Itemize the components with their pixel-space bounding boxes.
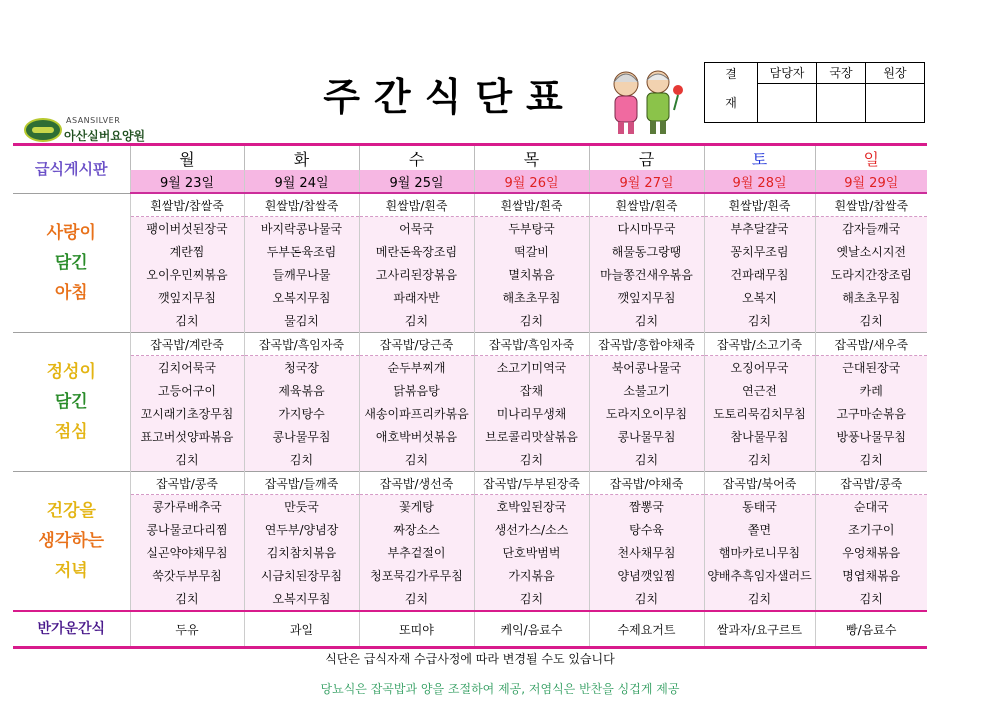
approval-sign-staff[interactable] [758,83,817,122]
dinner-item-thu: 생선가스/소스 [474,518,589,541]
day-name-mon: 월 [130,145,244,171]
snack-label: 반가운간식 [13,611,130,648]
dinner-label-line: 생각하는 [38,531,105,551]
dinner-item-tue: 연두부/양념장 [244,518,359,541]
breakfast-item-sat: 흰쌀밥/흰죽 [704,193,815,217]
approval-label-top: 결 [705,63,758,84]
breakfast-item-sun: 해초초무침 [815,286,927,309]
day-name-fri: 금 [589,145,704,171]
breakfast-item-mon: 계란찜 [130,240,244,263]
dinner-item-thu: 김치 [474,587,589,611]
lunch-item-fri: 콩나물무침 [589,425,704,448]
breakfast-item-fri: 다시마무국 [589,217,704,241]
snack-row [13,611,927,648]
breakfast-item-fri: 깻잎지무침 [589,286,704,309]
dinner-item-sun: 명엽채볶음 [815,564,927,587]
dinner-item-wed: 청포묵김가루무침 [359,564,474,587]
breakfast-label-line: 아침 [54,282,88,303]
dinner-item-wed: 짜장소스 [359,518,474,541]
breakfast-item-sat: 김치 [704,309,815,333]
approval-table [704,62,925,123]
dinner-item-mon: 콩가루배추국 [130,495,244,519]
breakfast-item-thu: 해초초무침 [474,286,589,309]
snack-item-sat: 쌀과자/요구르트 [704,611,815,648]
date-mon: 9월 23일 [130,170,244,193]
lunch-item-sat: 잡곡밥/소고기죽 [704,333,815,356]
dinner-item-mon: 잡곡밥/콩죽 [130,472,244,495]
lunch-item-wed: 순두부찌개 [359,356,474,380]
dinner-label-line: 저녁 [54,561,88,581]
breakfast-item-sun: 도라지간장조림 [815,263,927,286]
breakfast-row [13,286,927,309]
lunch-label [13,333,130,472]
lunch-item-tue: 청국장 [244,356,359,380]
breakfast-item-wed: 흰쌀밥/흰죽 [359,193,474,217]
lunch-item-sat: 참나물무침 [704,425,815,448]
breakfast-item-sun: 흰쌀밥/찹쌀죽 [815,193,927,217]
breakfast-item-thu: 두부탕국 [474,217,589,241]
approval-role-director: 국장 [817,63,866,84]
note-change-notice: 식단은 급식자재 수급사정에 따라 변경될 수도 있습니다 [325,652,615,666]
lunch-item-thu: 소고기미역국 [474,356,589,380]
dinner-item-sat: 햄마카로니무침 [704,541,815,564]
breakfast-item-mon: 깻잎지무침 [130,286,244,309]
lunch-item-thu: 김치 [474,448,589,472]
lunch-row [13,402,927,425]
lunch-item-thu: 미나리무생채 [474,402,589,425]
approval-label-bottom: 재 [705,83,758,122]
approval-sign-head[interactable] [866,83,925,122]
dinner-item-mon: 콩나물코다리찜 [130,518,244,541]
lunch-item-tue: 김치 [244,448,359,472]
date-row [13,170,927,193]
day-name-tue: 화 [244,145,359,171]
lunch-item-sat: 김치 [704,448,815,472]
breakfast-item-sun: 옛날소시지전 [815,240,927,263]
lunch-item-thu: 브로콜리맛살볶음 [474,425,589,448]
dinner-item-sat: 동태국 [704,495,815,519]
dinner-item-mon: 김치 [130,587,244,611]
dinner-item-sun: 우엉채볶음 [815,541,927,564]
breakfast-item-mon: 김치 [130,309,244,333]
breakfast-item-tue: 두부돈육조림 [244,240,359,263]
day-name-wed: 수 [359,145,474,171]
approval-role-staff: 담당자 [758,63,817,84]
lunch-row [13,356,927,380]
dinner-item-thu: 단호박범벅 [474,541,589,564]
lunch-row [13,379,927,402]
dinner-item-tue: 시금치된장무침 [244,564,359,587]
breakfast-row [13,263,927,286]
dinner-row [13,587,927,611]
breakfast-item-thu: 멸치볶음 [474,263,589,286]
breakfast-label-line: 사랑이 [46,222,96,243]
dinner-item-fri: 김치 [589,587,704,611]
lunch-item-sat: 오징어무국 [704,356,815,380]
snack-item-tue: 과일 [244,611,359,648]
breakfast-row [13,240,927,263]
weekly-menu-table [13,143,927,649]
lunch-label-line: 점심 [54,422,88,442]
dinner-item-fri: 천사채무침 [589,541,704,564]
breakfast-item-thu: 흰쌀밥/흰죽 [474,193,589,217]
lunch-item-fri: 소불고기 [589,379,704,402]
breakfast-label [13,193,130,333]
dinner-row [13,518,927,541]
breakfast-item-mon: 팽이버섯된장국 [130,217,244,241]
dinner-item-sun: 순대국 [815,495,927,519]
snack-item-sun: 빵/음료수 [815,611,927,648]
lunch-item-fri: 잡곡밥/흥합야채죽 [589,333,704,356]
page-title: 주간식단표 [323,75,577,119]
breakfast-item-sat: 건파래무침 [704,263,815,286]
lunch-item-tue: 잡곡밥/흑임자죽 [244,333,359,356]
lunch-row [13,333,927,356]
breakfast-row [13,309,927,333]
dinner-item-sat: 김치 [704,587,815,611]
lunch-item-wed: 닭볶음탕 [359,379,474,402]
note-diet-notice: 당뇨식은 잡곡밥과 양을 조절하여 제공, 저염식은 반찬을 싱겁게 제공 [320,682,680,696]
dinner-row [13,472,927,495]
breakfast-item-sat: 꽁치무조림 [704,240,815,263]
breakfast-item-wed: 어묵국 [359,217,474,241]
lunch-item-sat: 도토리묵김치무침 [704,402,815,425]
breakfast-item-fri: 김치 [589,309,704,333]
breakfast-item-wed: 파래자반 [359,286,474,309]
breakfast-item-tue: 바지락콩나물국 [244,217,359,241]
dinner-label-line: 건강을 [46,501,96,521]
dinner-item-wed: 부추겉절이 [359,541,474,564]
dinner-item-fri: 잡곡밥/야채죽 [589,472,704,495]
dinner-row [13,564,927,587]
lunch-item-mon: 표고버섯양파볶음 [130,425,244,448]
snack-item-wed: 또띠야 [359,611,474,648]
lunch-label-line: 정성이 [46,362,96,382]
dinner-item-sat: 쫄면 [704,518,815,541]
breakfast-item-mon: 오이우민찌볶음 [130,263,244,286]
breakfast-item-tue: 물김치 [244,309,359,333]
day-name-thu: 목 [474,145,589,171]
breakfast-item-sat: 부추달걀국 [704,217,815,241]
lunch-item-wed: 잡곡밥/당근죽 [359,333,474,356]
lunch-label-line: 담긴 [54,392,88,412]
lunch-row [13,425,927,448]
lunch-item-thu: 잡곡밥/흑임자죽 [474,333,589,356]
day-name-sat: 토 [704,145,815,171]
lunch-item-tue: 콩나물무침 [244,425,359,448]
logo-korean-text: 아산실버요양원 [64,129,146,143]
date-sun: 9월 29일 [815,170,927,193]
lunch-item-mon: 김치 [130,448,244,472]
snack-item-thu: 케익/음료수 [474,611,589,648]
snack-item-fri: 수제요거트 [589,611,704,648]
dinner-row [13,495,927,519]
dinner-row [13,541,927,564]
dinner-item-tue: 김치참치볶음 [244,541,359,564]
breakfast-item-sat: 오복지 [704,286,815,309]
dinner-item-fri: 양념깻잎찜 [589,564,704,587]
date-thu: 9월 26일 [474,170,589,193]
date-tue: 9월 24일 [244,170,359,193]
date-sat: 9월 28일 [704,170,815,193]
dinner-item-sun: 잡곡밥/콩죽 [815,472,927,495]
dinner-item-tue: 오복지무침 [244,587,359,611]
dinner-item-sun: 김치 [815,587,927,611]
dinner-item-wed: 꽃게탕 [359,495,474,519]
dinner-item-thu: 호박잎된장국 [474,495,589,519]
breakfast-item-fri: 흰쌀밥/흰죽 [589,193,704,217]
breakfast-item-fri: 해물동그랑땡 [589,240,704,263]
breakfast-row [13,193,927,217]
breakfast-item-tue: 흰쌀밥/찹쌀죽 [244,193,359,217]
day-name-sun: 일 [815,145,927,171]
lunch-item-mon: 고등어구이 [130,379,244,402]
breakfast-item-wed: 고사리된장볶음 [359,263,474,286]
lunch-item-mon: 김치어묵국 [130,356,244,380]
breakfast-item-wed: 김치 [359,309,474,333]
approval-sign-director[interactable] [817,83,866,122]
logo-english-text: ASANSILVER [66,116,121,125]
dinner-item-sun: 조기구이 [815,518,927,541]
lunch-item-sun: 근대된장국 [815,356,927,380]
breakfast-row [13,217,927,241]
lunch-item-sun: 카레 [815,379,927,402]
board-label: 급식게시판 [13,145,130,194]
lunch-item-fri: 도라지오이무침 [589,402,704,425]
lunch-item-sun: 고구마순볶음 [815,402,927,425]
breakfast-label-line: 담긴 [54,252,88,273]
lunch-item-thu: 잡채 [474,379,589,402]
breakfast-item-thu: 김치 [474,309,589,333]
lunch-item-sun: 방풍나물무침 [815,425,927,448]
dinner-item-sat: 잡곡밥/북어죽 [704,472,815,495]
lunch-item-fri: 북어콩나물국 [589,356,704,380]
breakfast-item-tue: 오복지무침 [244,286,359,309]
lunch-item-fri: 김치 [589,448,704,472]
breakfast-item-mon: 흰쌀밥/찹쌀죽 [130,193,244,217]
breakfast-item-fri: 마늘쫑건새우볶음 [589,263,704,286]
lunch-item-tue: 가지탕수 [244,402,359,425]
dinner-item-tue: 만둣국 [244,495,359,519]
dinner-item-tue: 잡곡밥/들깨죽 [244,472,359,495]
dinner-item-thu: 가지볶음 [474,564,589,587]
lunch-item-sat: 연근전 [704,379,815,402]
snack-item-mon: 두유 [130,611,244,648]
dinner-item-mon: 실곤약야채무침 [130,541,244,564]
dinner-item-thu: 잡곡밥/두부된장죽 [474,472,589,495]
breakfast-item-thu: 떡갈비 [474,240,589,263]
lunch-item-sun: 김치 [815,448,927,472]
lunch-item-sun: 잡곡밥/새우죽 [815,333,927,356]
logo [24,110,164,144]
lunch-item-wed: 새송이파프리카볶음 [359,402,474,425]
dinner-item-fri: 짬뽕국 [589,495,704,519]
lunch-item-tue: 제육볶음 [244,379,359,402]
dinner-item-mon: 쑥갓두부무침 [130,564,244,587]
lunch-item-mon: 잡곡밥/계란죽 [130,333,244,356]
dinner-item-wed: 잡곡밥/생선죽 [359,472,474,495]
approval-role-head: 원장 [866,63,925,84]
breakfast-item-sun: 김치 [815,309,927,333]
lunch-item-wed: 애호박버섯볶음 [359,425,474,448]
dinner-item-wed: 김치 [359,587,474,611]
breakfast-item-wed: 메란돈육장조림 [359,240,474,263]
lunch-row [13,448,927,472]
breakfast-item-tue: 들깨무나물 [244,263,359,286]
dinner-item-sat: 양배추흑임자샐러드 [704,564,815,587]
dinner-item-fri: 탕수육 [589,518,704,541]
dinner-label [13,472,130,612]
lunch-item-wed: 김치 [359,448,474,472]
day-name-row [13,145,927,171]
logo-emblem-icon [24,118,62,142]
elderly-couple-icon [598,66,690,136]
lunch-item-mon: 꼬시래기초장무침 [130,402,244,425]
date-fri: 9월 27일 [589,170,704,193]
breakfast-item-sun: 감자들깨국 [815,217,927,241]
date-wed: 9월 25일 [359,170,474,193]
